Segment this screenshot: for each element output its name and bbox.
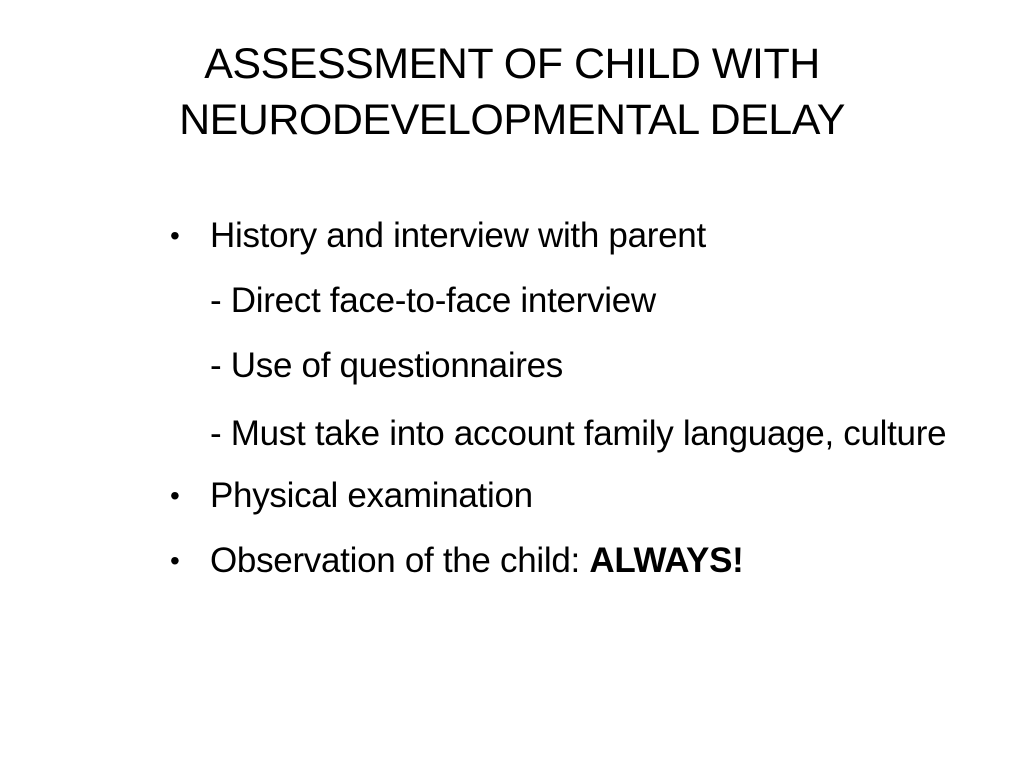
bullet-item-physical xyxy=(166,474,986,518)
sub-item-text: - Must take into account family language, culture xyxy=(210,414,947,453)
slide-title xyxy=(60,36,964,148)
slide-title-line-1: ASSESSMENT OF CHILD WITH xyxy=(204,40,820,88)
bullet-icon: • xyxy=(170,545,180,576)
bullet-list xyxy=(166,214,986,604)
bullet-text: Physical examination xyxy=(210,476,533,515)
sub-item-questionnaires xyxy=(166,344,986,388)
sub-item-text: - Use of questionnaires xyxy=(210,346,564,385)
bullet-item-history xyxy=(166,214,986,258)
bullet-item-observation xyxy=(166,539,986,583)
slide-title-line-2: NEURODEVELOPMENTAL DELAY xyxy=(179,96,845,144)
sub-item-text: - Direct face-to-face interview xyxy=(210,281,656,320)
bullet-text: History and interview with parent xyxy=(210,216,706,255)
sub-item-language-culture xyxy=(166,409,986,459)
sub-item-interview xyxy=(166,279,986,323)
bullet-icon: • xyxy=(170,480,180,511)
bullet-icon: • xyxy=(170,220,180,251)
emphasis-text: ALWAYS! xyxy=(589,541,744,580)
bullet-text: Observation of the child: xyxy=(210,541,590,580)
